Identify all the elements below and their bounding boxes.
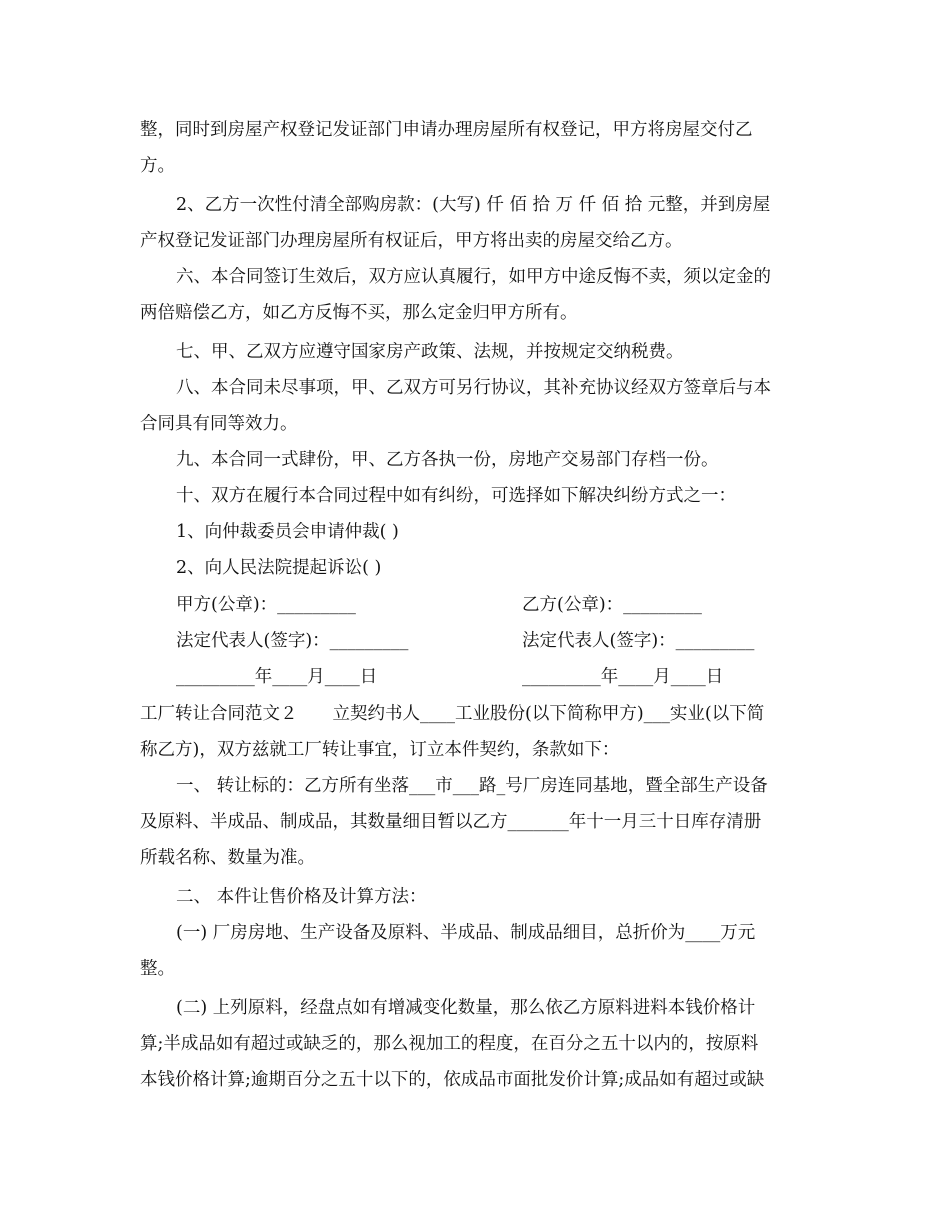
paragraph-text: 算;半成品如有超过或缺乏的，那么视加工的程度，在百分之五十以内的，按原料 [140, 1034, 759, 1054]
dispute-option-arbitration: 1、向仲裁委员会申请仲裁( ) [176, 522, 399, 542]
clause-nine: 九、本合同一式肆份，甲、乙方各执一份，房地产交易部门存档一份。 [176, 450, 719, 470]
party-a-representative: 法定代表人(签字)：_________ [176, 631, 409, 651]
party-b-seal: 乙方(公章)：_________ [522, 595, 702, 615]
clause-ten: 十、双方在履行本合同过程中如有纠纷，可选择如下解决纠纷方式之一： [176, 486, 736, 506]
paragraph-text: 及原料、半成品、制成品，其数量细目暂以乙方_______年十一月三十日库存清册 [140, 812, 762, 832]
paragraph-text: 方。 [140, 156, 175, 176]
article-one: 一、 转让标的：乙方所有坐落___市___路_号厂房连同基地，暨全部生产设备 [176, 776, 768, 796]
party-a-date: _________年____月____日 [176, 667, 378, 687]
contract-two-heading: 工厂转让合同范文２ 立契约书人____工业股份(以下简称甲方)___实业(以下简 [140, 704, 765, 724]
party-b-date: _________年____月____日 [522, 667, 724, 687]
clause-seven: 七、甲、乙双方应遵守国家房产政策、法规，并按规定交纳税费。 [176, 342, 684, 362]
article-two: 二、 本件让售价格及计算方法： [176, 887, 427, 907]
paragraph-text: 合同具有同等效力。 [140, 414, 298, 434]
item-one: (一) 厂房房地、生产设备及原料、半成品、制成品细目，总折价为____万元 [176, 923, 756, 943]
paragraph-text: 产权登记发证部门办理房屋所有权证后，甲方将出卖的房屋交给乙方。 [140, 231, 683, 251]
paragraph-text: 整，同时到房屋产权登记发证部门申请办理房屋所有权登记，甲方将房屋交付乙 [140, 120, 753, 140]
paragraph-text: 称乙方)，双方兹就工厂转让事宜，订立本件契约，条款如下： [140, 740, 620, 760]
paragraph-text: 两倍赔偿乙方，如乙方反悔不买，那么定金归甲方所有。 [140, 303, 578, 323]
clause-six: 六、本合同签订生效后，双方应认真履行，如甲方中途反悔不卖，须以定金的 [176, 267, 771, 287]
item-two: (二) 上列原料，经盘点如有增减变化数量，那么依乙方原料进料本钱价格计 [176, 998, 756, 1018]
clause-eight: 八、本合同未尽事项，甲、乙双方可另行协议，其补充协议经双方签章后与本 [176, 378, 771, 398]
party-a-seal: 甲方(公章)：_________ [176, 595, 356, 615]
paragraph-text: 2、乙方一次性付清全部购房款：(大写) 仟 佰 拾 万 仟 佰 拾 元整，并到房屋 [176, 195, 771, 215]
party-b-representative: 法定代表人(签字)：_________ [522, 631, 755, 651]
paragraph-text: 本钱价格计算;逾期百分之五十以下的，依成品市面批发价计算;成品如有超过或缺 [140, 1070, 765, 1090]
dispute-option-litigation: 2、向人民法院提起诉讼( ) [176, 558, 382, 578]
paragraph-text: 所载名称、数量为准。 [140, 848, 315, 868]
paragraph-text: 整。 [140, 959, 175, 979]
